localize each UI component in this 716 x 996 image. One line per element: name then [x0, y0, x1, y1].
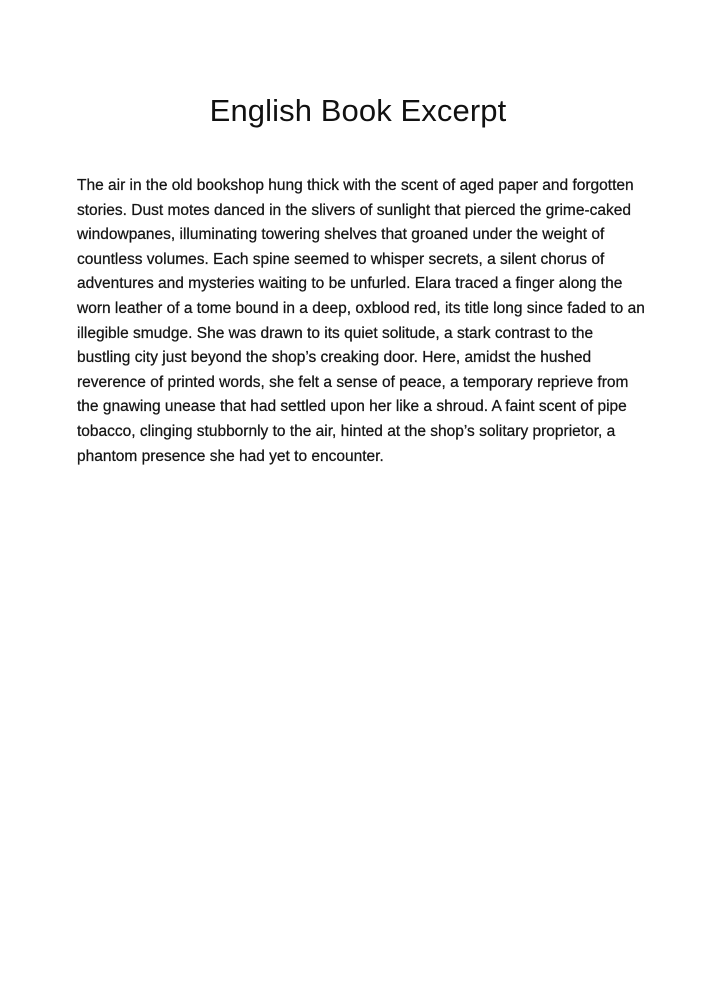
- excerpt-paragraph: The air in the old bookshop hung thick with the scent of aged paper and forgotten stories. Dust motes danced in the slivers of sunlight that pierced the grime-caked windowpanes, illuminating towering shelves that groaned under the weight of countless volumes. Each spine seemed to whisper secrets, a silent chorus of adventures and mysteries waiting to be unfurled. Elara traced a finger along the worn leather of a tome bound in a deep, oxblood red, its title long since faded to an illegible smudge. She was drawn to its quiet solitude, a stark contrast to the bustling city just beyond the shop’s creaking door. Here, amidst the hushed reverence of printed words, she felt a sense of peace, a temporary reprieve from the gnawing unease that had settled upon her like a shroud. A faint scent of pipe tobacco, clinging stubbornly to the air, hinted at the shop’s solitary proprietor, a phantom presence she had yet to encounter.: [77, 177, 645, 465]
- page-title: English Book Excerpt: [209, 93, 507, 128]
